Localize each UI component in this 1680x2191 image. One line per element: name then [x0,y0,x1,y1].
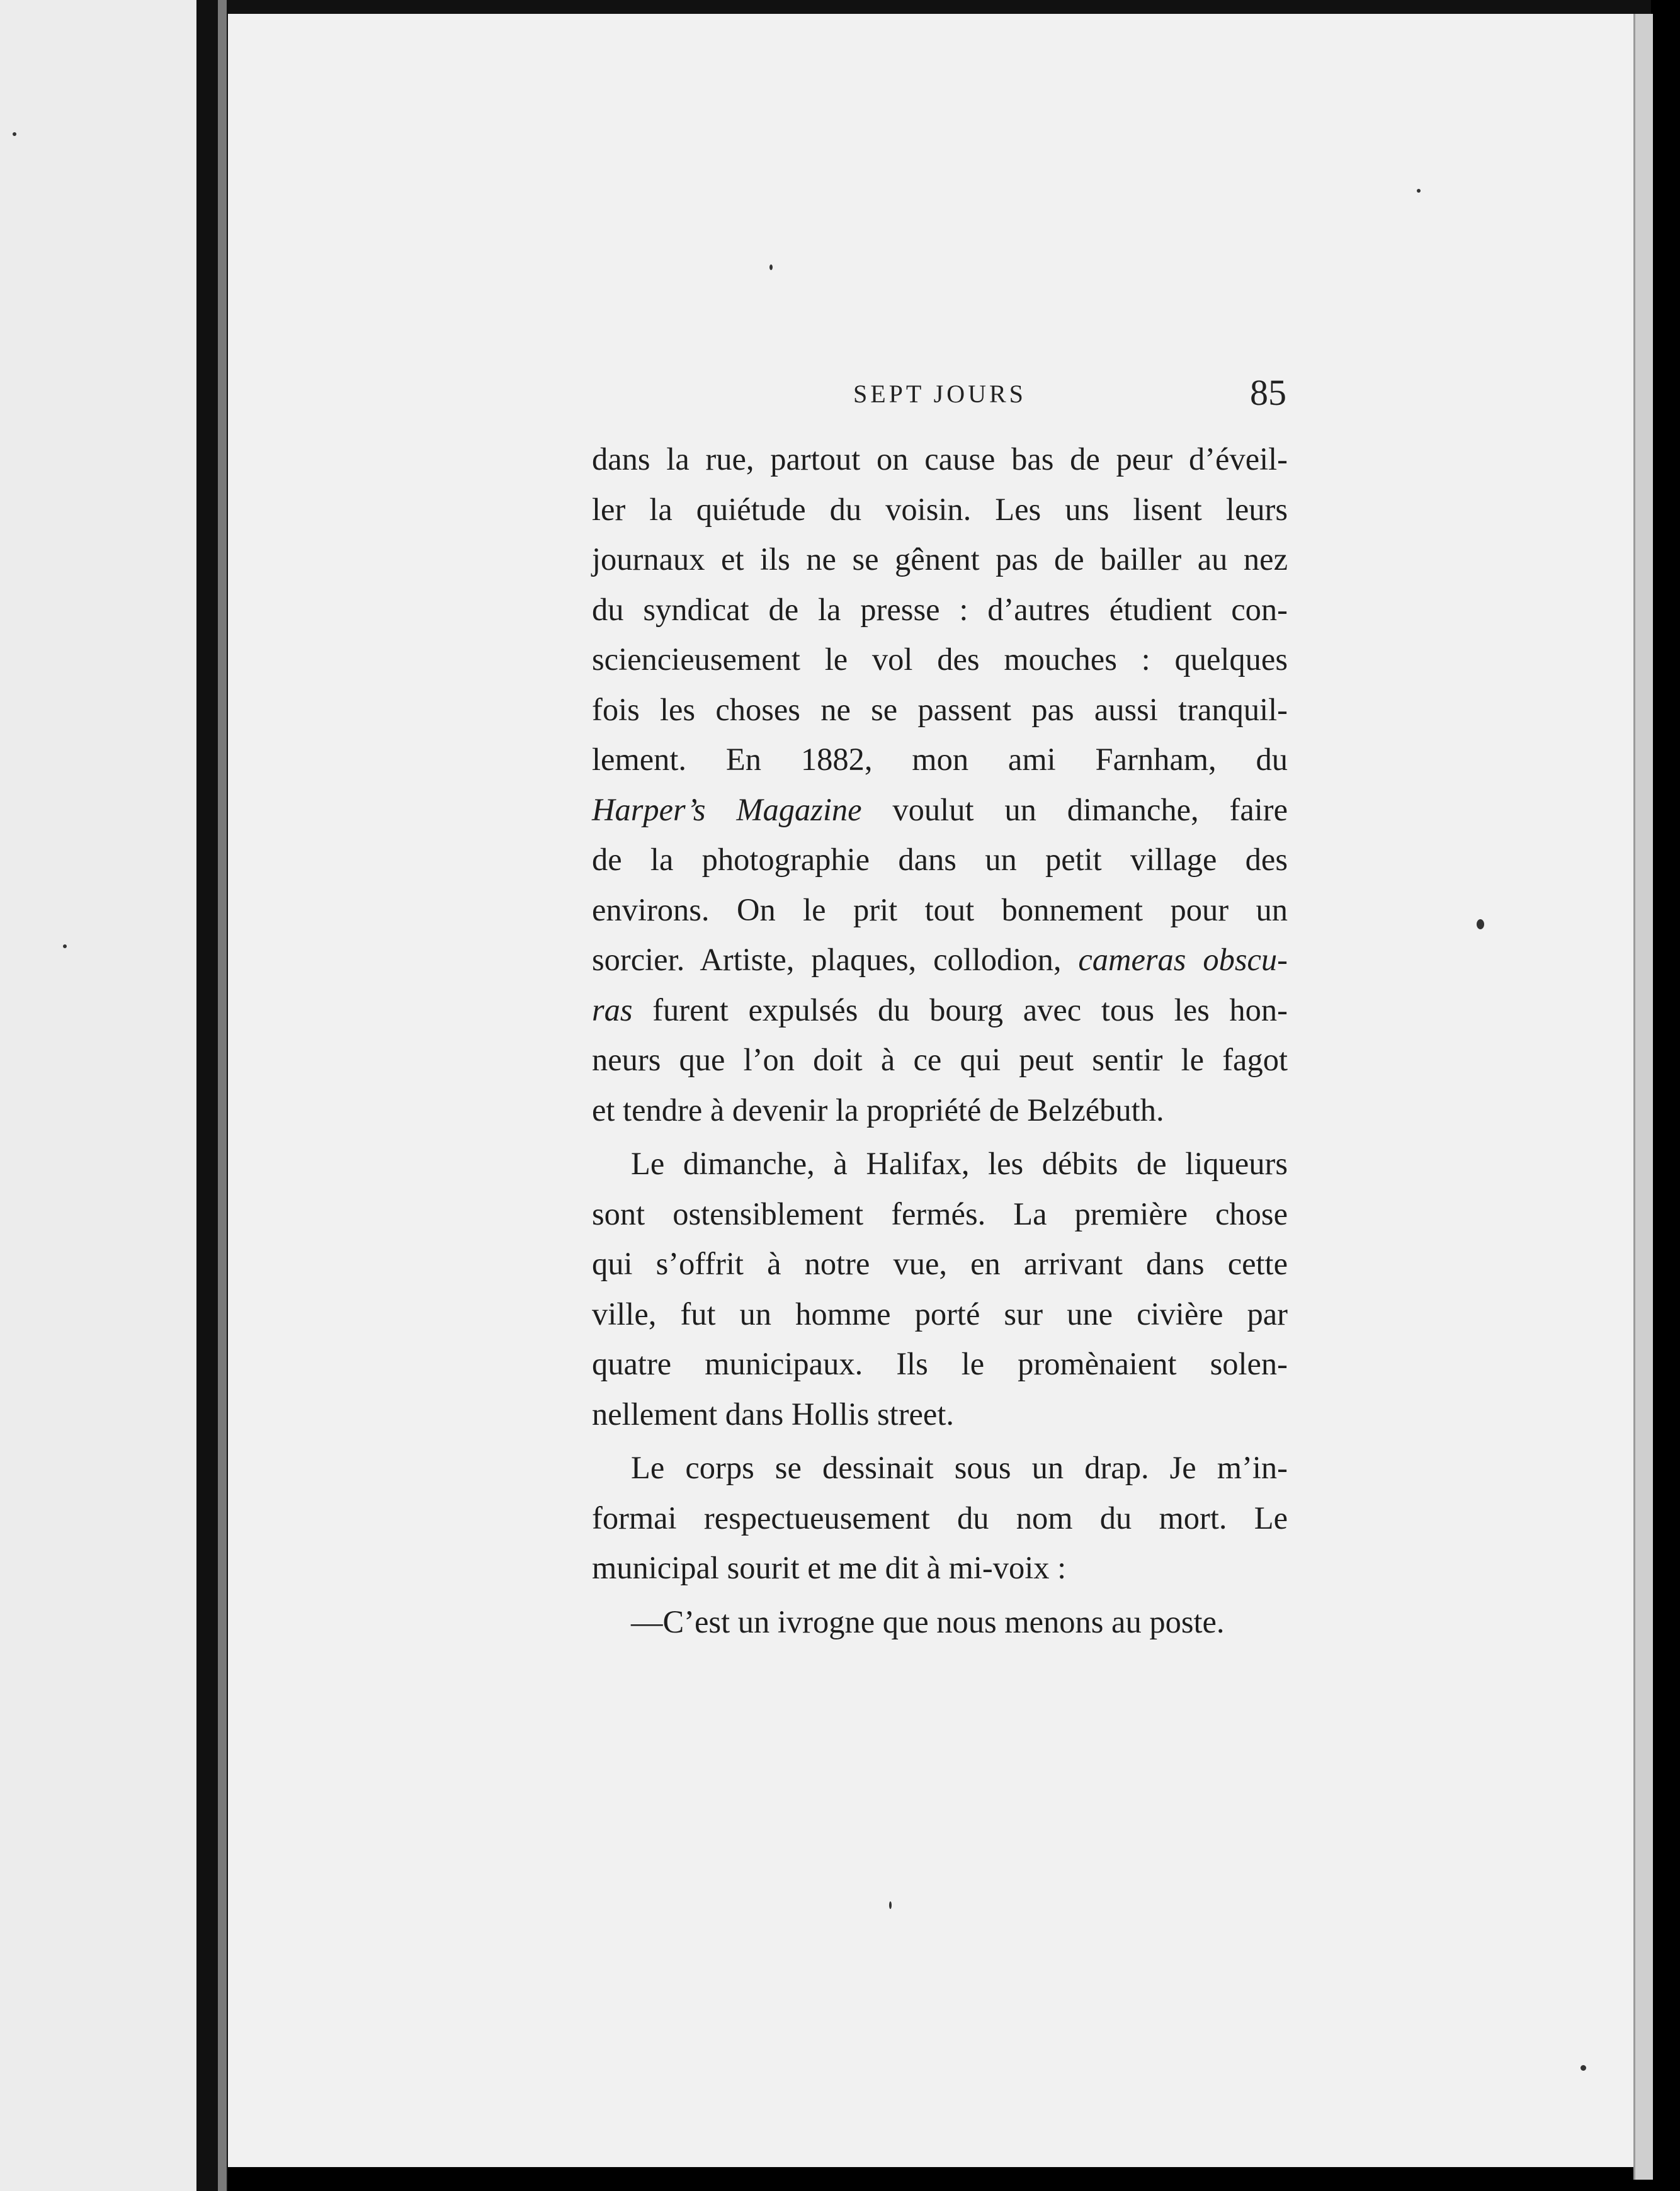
text-line: Le corps se dessinait sous un drap. Je m’in- [631,1450,1288,1485]
text-line: Harper’s Magazine voulut un dimanche, faire [592,791,1288,827]
scan-speck [1581,2065,1586,2071]
text-line: ras furent expulsés du bourg avec tous les hon- [592,992,1288,1028]
text-line: dans la rue, partout on cause bas de peur d’éveil- [592,441,1288,477]
text-line: —C’est un ivrogne que nous menons au poste. [631,1604,1225,1639]
text-line: sciencieusement le vol des mouches : quelques [592,642,1288,677]
scan-border [228,0,1651,14]
text-line: de la photographie dans un petit village des [592,842,1288,877]
text-line: et tendre à devenir la propriété de Belzébuth. [592,1092,1164,1128]
text-line: sont ostensiblement fermés. La première chose [592,1196,1288,1231]
paragraph [592,1597,1288,1648]
paragraph [592,1139,1288,1439]
body-text [592,434,1288,1647]
gutter-edge [218,0,227,2191]
scan-speck [1477,919,1484,929]
scan-speck [13,132,16,136]
paragraph [592,1443,1288,1594]
page-number: 85 [1250,372,1286,413]
text-line: formai respectueusement du nom du mort. Le [592,1500,1288,1536]
text-line: ler la quiétude du voisin. Les uns lisent leurs [592,491,1288,527]
scan-speck [1417,189,1421,193]
page-edge [1633,14,1653,2180]
text-line: lement. En 1882, mon ami Farnham, du [592,742,1288,777]
paragraph [592,434,1288,1135]
text-line: du syndicat de la presse : d’autres étudient con- [592,591,1288,627]
facing-page [0,0,196,2191]
text-line: Le dimanche, à Halifax, les débits de liqueurs [631,1146,1288,1181]
text-line: ville, fut un homme porté sur une civière par [592,1296,1288,1332]
text-line: nellement dans Hollis street. [592,1396,955,1432]
italic-phrase: ras [592,992,633,1028]
italic-title: Harper’s Magazine [592,791,862,827]
text-line: fois les choses ne se passent pas aussi tranquil- [592,691,1288,727]
scan-speck [889,1901,892,1909]
text-line: neurs que l’on doit à ce qui peut sentir le fagot [592,1042,1288,1077]
text-line: sorcier. Artiste, plaques, collodion, cameras obscu- [592,942,1288,977]
text-line: journaux et ils ne se gênent pas de bailler au nez [592,541,1288,577]
text-line: quatre municipaux. Ils le promènaient solen- [592,1346,1288,1381]
italic-phrase: cameras obscu- [1078,942,1288,977]
text-line: municipal sourit et me dit à mi-voix : [592,1550,1067,1585]
text-line: qui s’offrit à notre vue, en arrivant dans cette [592,1246,1288,1281]
scan-speck [769,264,773,270]
running-head: SEPT JOURS [853,380,1026,408]
text-line: environs. On le prit tout bonnement pour un [592,892,1288,927]
scan-speck [63,944,67,948]
